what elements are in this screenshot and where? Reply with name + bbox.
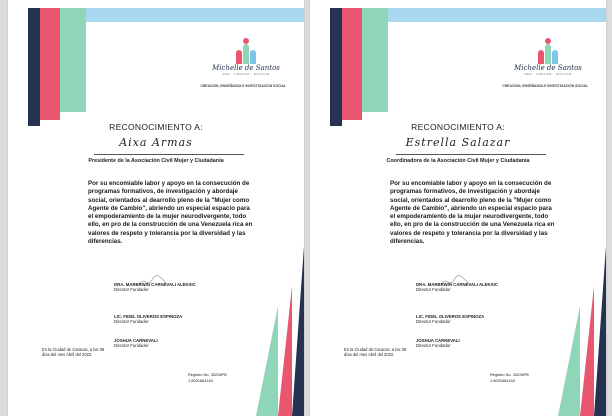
rif-number: J-5001864183 <box>490 377 515 383</box>
stripe-pink <box>342 8 362 120</box>
rif-number: J-5001864183 <box>188 377 213 383</box>
logo-subtitle: SER · CRECER · EDUCAR <box>524 72 572 76</box>
tagline: CREACIÓN, ENSEÑANZA E INVESTIGACIÓN SOCIAL <box>502 84 588 88</box>
signatory-title: Director Fundador <box>416 287 451 293</box>
signatory-name: DRA. MARBRWIN CARNEVALI ALEKSIC <box>114 282 196 287</box>
signatory-title: Director Fundador <box>114 287 149 293</box>
logo-icon <box>226 38 266 64</box>
registration-number: Registro No. 33228PB <box>188 372 227 377</box>
place-date: En la Ciudad de Caracas, a los 09 días del mes Abril del 2022. <box>42 347 105 357</box>
corner-pink <box>278 286 292 416</box>
organization-logo <box>206 38 286 76</box>
signatory-title: Director Fundador <box>114 319 149 325</box>
recipient-name: Estrella Salazar <box>405 136 511 149</box>
signatory-name: JOSHUA CARNEVALI <box>416 338 460 343</box>
signatory-title: Director Fundador <box>416 319 451 325</box>
corner-navy <box>292 246 304 416</box>
certificate-title: RECONOCIMIENTO A: <box>411 122 505 132</box>
certificate-body: Por su encomiable labor y apoyo en la consecución de programas formativos, de investigación y abordaje social, orientados al dearrollo pleno de la "Mujer como Agente de Cambio", abriendo un especial espacio para el empoderamiento de la mujer neurodivergente, todo ello, en pro de la construcción de una Venezuela rica en valores de respeto y tolerancia por la diversidad y las diferencias. <box>390 180 555 246</box>
signatory-1 <box>114 282 196 292</box>
corner-green <box>256 306 278 416</box>
signatory-1 <box>416 282 498 292</box>
signatory-2 <box>114 314 182 324</box>
logo-name: Michelle de Santos <box>514 64 582 72</box>
recipient-name: Aixa Armas <box>119 136 193 149</box>
certificate-title: RECONOCIMIENTO A: <box>109 122 203 132</box>
certificate-body: Por su encomiable labor y apoyo en la consecución de programas formativos, de investigación y abordaje social, orientados al dearrollo pleno de la "Mujer como Agente de Cambio", abriendo un especial espacio para el empoderamiento de la mujer neurodivergente, todo ello, en pro de la construcción de una Venezuela rica en valores de respeto y tolerancia por la diversidad y las diferencias. <box>88 180 253 246</box>
signatory-name: LIC. FIDEL OLIVEROS ESPINOZA <box>114 314 183 319</box>
certificate-right <box>310 0 606 416</box>
registration-info <box>188 372 227 384</box>
signatory-3 <box>416 338 460 348</box>
recipient-role: Presidente de la Asociación Civil Mujer y Ciudadanía <box>88 158 224 164</box>
signatory-2 <box>416 314 484 324</box>
name-underline <box>94 154 244 155</box>
signatory-3 <box>114 338 158 348</box>
stripe-navy <box>28 8 40 126</box>
stripe-green <box>60 8 86 112</box>
logo-name: Michelle de Santos <box>212 64 280 72</box>
stripe-navy <box>330 8 342 126</box>
corner-green <box>558 306 580 416</box>
corner-pink <box>580 286 594 416</box>
registration-info <box>490 372 529 384</box>
organization-logo <box>508 38 588 76</box>
corner-navy <box>594 246 606 416</box>
signatory-name: JOSHUA CARNEVALI <box>114 338 158 343</box>
signatory-name: DRA. MARBRWIN CARNEVALI ALEKSIC <box>416 282 498 287</box>
tagline: CREACIÓN, ENSEÑANZA E INVESTIGACIÓN SOCIAL <box>200 84 286 88</box>
stripe-green <box>362 8 388 112</box>
signatory-name: LIC. FIDEL OLIVEROS ESPINOZA <box>416 314 485 319</box>
certificate-left <box>8 0 304 416</box>
logo-icon <box>528 38 568 64</box>
logo-subtitle: SER · CRECER · EDUCAR <box>222 72 270 76</box>
registration-number: Registro No. 33228PB <box>490 372 529 377</box>
signatory-title: Director Fundador <box>114 343 149 349</box>
name-underline <box>396 154 546 155</box>
signatory-title: Director Fundador <box>416 343 451 349</box>
stripe-pink <box>40 8 60 120</box>
recipient-role: Coordinadora de la Asociación Civil Mujer y Ciudadanía <box>386 158 530 164</box>
place-date: En la Ciudad de Caracas, a los 09 días del mes Abril del 2022. <box>344 347 407 357</box>
